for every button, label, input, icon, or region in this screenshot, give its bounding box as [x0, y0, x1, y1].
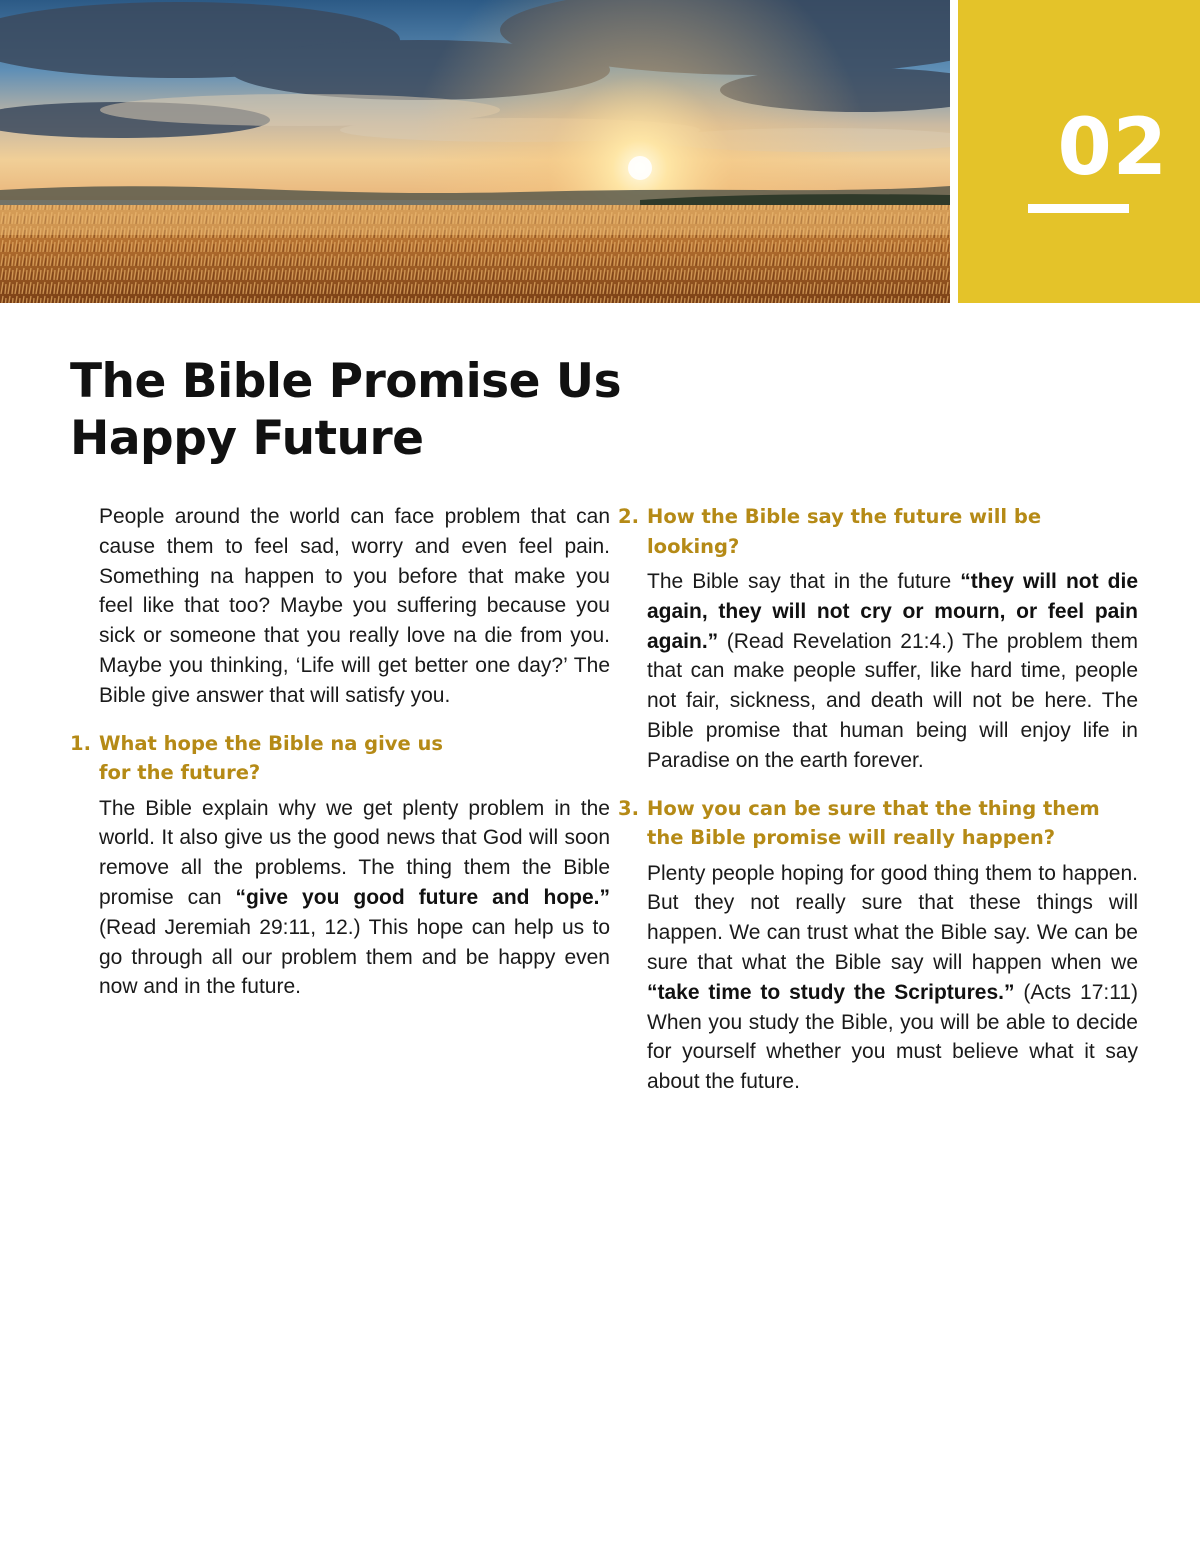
- title-line-1: The Bible Promise Us: [70, 354, 622, 409]
- lesson-number: 02: [1057, 103, 1168, 193]
- right-column: [618, 502, 1138, 1097]
- lesson-badge: [958, 0, 1200, 303]
- scripture-quote: “take time to study the Scriptures.”: [647, 980, 1015, 1004]
- answer-text: Plenty people hoping for good thing them to happen. But they not really sure that these things will happen. We can trust what the Bible say. We can be sure that what the Bible say will happen when we: [647, 861, 1138, 974]
- question-1-heading-line-1: What hope the Bible na give us: [99, 731, 444, 755]
- intro-paragraph: People around the world can face problem that can cause them to feel sad, worry and even feel pain. Something na happen to you before that make you feel like that too? Maybe you suffering because you sick or someone that you really love na die from you. Maybe you thinking, ‘Life will get better one day?’ The Bible give answer that will satisfy you.: [99, 505, 610, 707]
- question-2-heading-line-1: How the Bible say the future will be looking?: [647, 505, 1042, 558]
- question-1-heading: [70, 729, 610, 788]
- question-1-heading-line-2: for the future?: [99, 761, 261, 785]
- answer-text: The Bible say that in the future: [647, 570, 961, 593]
- question-2-heading: [618, 502, 1138, 561]
- answer-text: (Read Revelation 21:4.) The problem them that can make people suffer, like hard time, people not fair, sickness, and death will not be here. The Bible promise that human being will enjoy life in Paradise on the earth forever.: [647, 629, 1138, 772]
- question-1-number: 1.: [70, 731, 91, 755]
- question-3-number: 3.: [618, 796, 639, 820]
- scripture-quote: “give you good future and hope.”: [235, 885, 611, 909]
- question-1-answer: [99, 794, 610, 1003]
- question-3-answer: [647, 859, 1138, 1097]
- answer-text: (Acts 17:11) When you study the Bible, you will be able to decide for yourself whether you must believe what it say about the future.: [647, 980, 1138, 1094]
- hero-photo: [0, 0, 950, 303]
- title-line-2: Happy Future: [70, 411, 424, 466]
- badge-underline: [1028, 204, 1129, 213]
- question-2-answer: [647, 567, 1138, 776]
- answer-text: The Bible explain why we get plenty problem in the world. It also give us the good news that God will soon remove all the problems. The thing them the Bible promise can: [99, 796, 610, 909]
- left-column: [70, 502, 610, 1002]
- answer-text: (Read Jeremiah 29:11, 12.) This hope can help us to go through all our problem them and be happy even now and in the future.: [99, 915, 610, 999]
- page-title: [70, 353, 630, 467]
- question-3-heading-line-1: How you can be sure that the thing them: [647, 796, 1100, 820]
- question-3-heading: [618, 794, 1138, 853]
- scripture-quote: “they will not die again, they will not cry or mourn, or feel pain again.”: [647, 570, 1139, 653]
- wheat-field-sunset-photo: [0, 0, 950, 303]
- question-3-heading-line-2: the Bible promise will really happen?: [647, 826, 1056, 850]
- question-2-number: 2.: [618, 505, 639, 528]
